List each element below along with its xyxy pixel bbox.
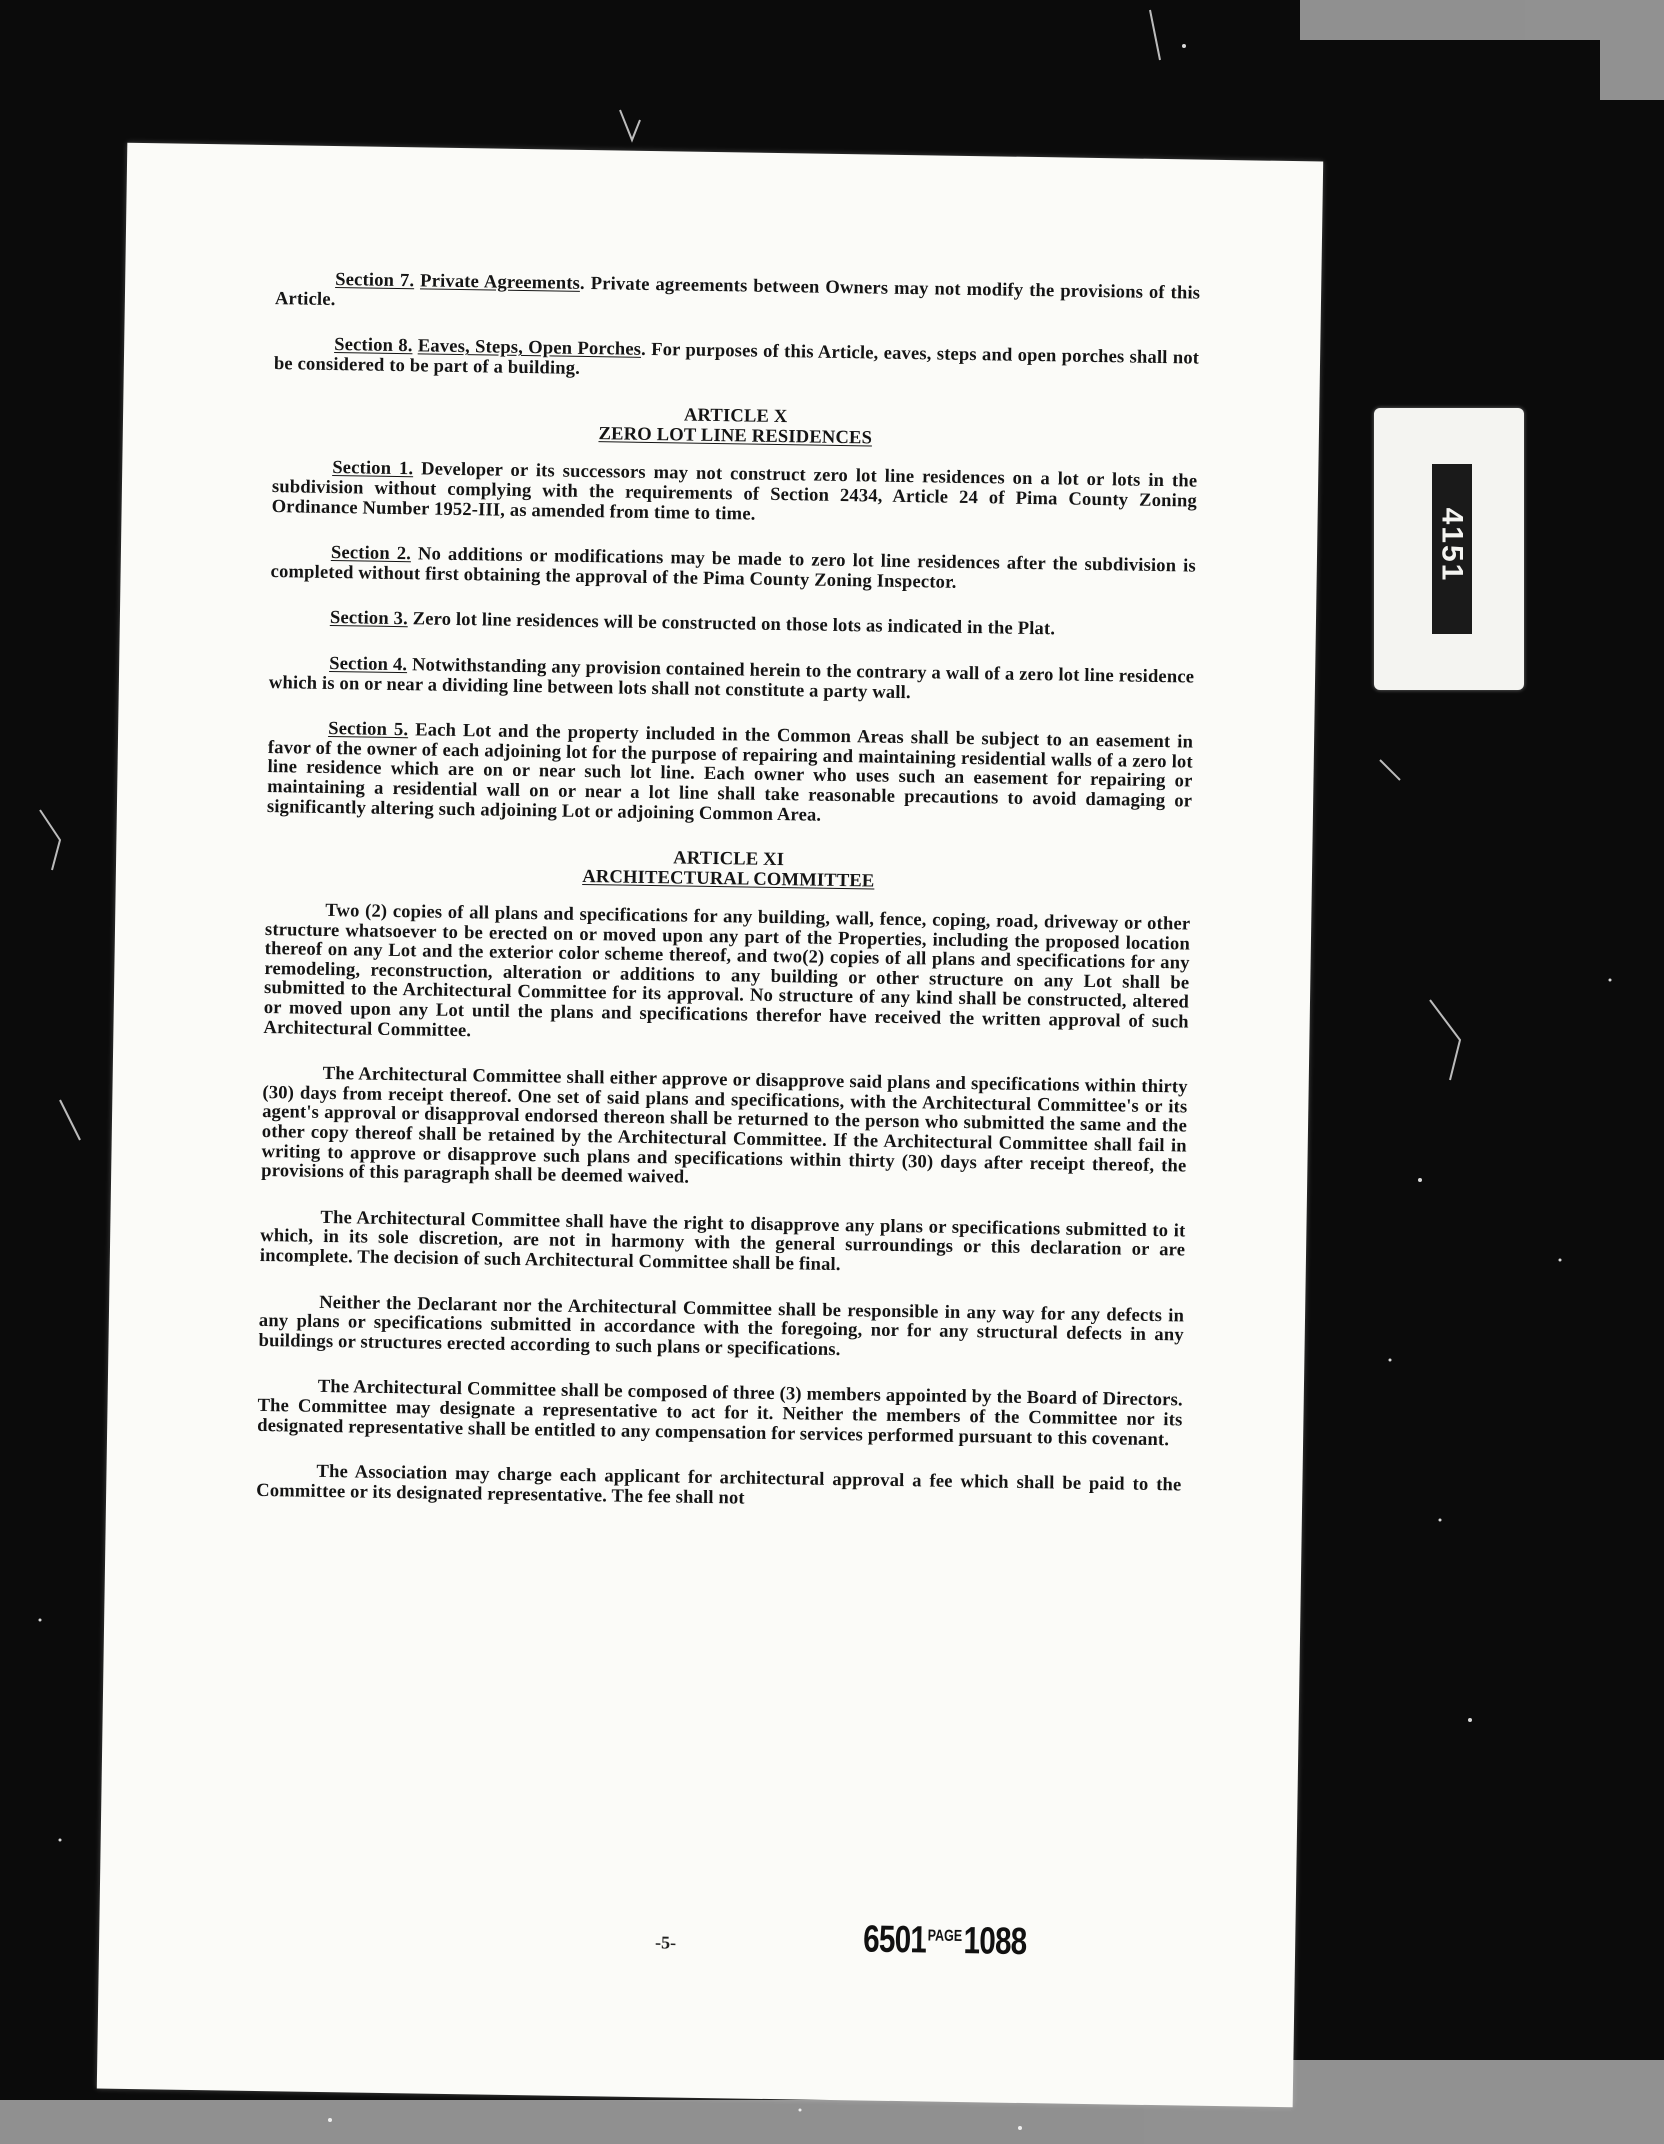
- section-text: Zero lot line residences will be constructed on those lots as indicated in the Plat.: [407, 608, 1056, 640]
- section-text: Developer or its successors may not construct zero lot line residences on a lot or lots in the subdivision without complying with the requirements of Section 2434, Article 24 of Pima County Zoning Ordinance Number 1952-III, as amended from time to time.: [271, 458, 1198, 525]
- section-8-title: Eaves, Steps, Open Porches: [417, 335, 642, 361]
- section-7-paragraph: [275, 269, 1201, 323]
- article-xi-paragraph-1: Two (2) copies of all plans and specifications for any building, wall, fence, coping, road, driveway or other structure whatsoever to be erected on or moved upon any part of the Properties, including the proposed location thereof on any Lot and the exterior color scheme thereof, and two(2) copies of all plans and specifications for any remodeling, reconstruction, alteration or additions to any building or other structure on any Lot shall be submitted to the Architectural Committee for its approval. No structure of any kind shall be constructed, altered or moved upon any Lot until the plans and specifications therefor have received the written approval of such Architectural Committee.: [263, 900, 1191, 1041]
- article-x-section-3: [270, 607, 1195, 641]
- docket-number: 6501: [862, 1918, 927, 1962]
- section-7-text: . Private agreements between Owners may not modify the provisions of this Article.: [274, 272, 1201, 310]
- section-text: Notwithstanding any provision contained herein to the contrary a wall of a zero lot line residence which is on or near a dividing line between lots shall not constitute a party wall.: [268, 654, 1195, 703]
- section-text: No additions or modifications may be made to zero lot line residences after the subdivision is completed without first obtaining the approval of the Pima County Zoning Inspector.: [270, 543, 1197, 593]
- section-8-paragraph: [274, 334, 1200, 388]
- article-x-section-1: [272, 457, 1198, 530]
- article-xi-paragraph-2: The Architectural Committee shall either approve or disapprove said plans and specifications within thirty (30) days from receipt thereof. One set of said plans and specifications, with the Architectural Committee's or its agent's approval or disapproval endorsed thereon shall be returned to the person who submitted the same and the other copy thereof shall be retained by the Architectural Committee. If the Architectural Committee shall fail in writing to approve or disapprove such plans and specifications within thirty (30) days after receipt thereof, the provisions of this paragraph shall be deemed waived.: [261, 1063, 1188, 1188]
- barcode-sticker: [1374, 408, 1524, 690]
- article-x-subtitle: ZERO LOT LINE RESIDENCES: [598, 423, 873, 449]
- article-x-section-2: [270, 542, 1196, 596]
- article-xi-paragraph-5: The Architectural Committee shall be composed of three (3) members appointed by the Board of Directors. The Committee may designate a representative to act for it. Neither the members of the Committee nor its designated representative shall be entitled to any compensation for services performed pursuant to this covenant.: [257, 1376, 1183, 1450]
- article-xi-paragraph-4: Neither the Declarant nor the Architectural Committee shall be responsible in any way for any defects in any plans or specifications submitted in accordance with the foregoing, nor for any structural defects in any buildings or structures erected according to such plans or specifications.: [258, 1291, 1185, 1360]
- document-text: [256, 269, 1201, 1541]
- article-xi-paragraph-6: The Association may charge each applicant for architectural approval a fee which shall be paid to the Committee or its designated representative. The fee shall not: [256, 1461, 1182, 1509]
- section-text: Each Lot and the property included in the Common Areas shall be subject to an easement in favor of the owner of each adjoining lot for the purpose of repairing and maintaining residential walls of a zero lot line residence which are on or near such lot line. Each owner who uses such an easement for repairing or maintaining a residential wall on or near a lot line shall take reasonable precautions to avoid damaging or significantly altering such adjoining Lot or adjoining Common Area.: [266, 719, 1194, 826]
- article-xi-title: ARTICLE XI: [673, 847, 785, 871]
- sticker-code: 4151: [1435, 507, 1469, 583]
- article-x-heading: [273, 399, 1199, 454]
- section-7-heading: Section 7.: [335, 269, 415, 292]
- article-xi-paragraph-3: The Architectural Committee shall have the right to disapprove any plans or specifications submitted to it which, in its sole discretion, are not in harmony with the general surroundings or this declaration or are incomplete. The decision of such Architectural Committee shall be final.: [259, 1206, 1186, 1276]
- article-x-title: ARTICLE X: [683, 404, 788, 428]
- section-heading: Section 3.: [329, 607, 409, 630]
- article-xi-heading: [266, 842, 1192, 897]
- article-x-section-4: [269, 653, 1195, 707]
- record-page-number: 1088: [963, 1920, 1027, 1964]
- article-x-section-5: [267, 718, 1193, 830]
- page-mark: PAGE: [927, 1927, 963, 1946]
- section-8-heading: Section 8.: [334, 334, 413, 357]
- section-7-title: Private Agreements: [419, 270, 581, 294]
- article-xi-subtitle: ARCHITECTURAL COMMITTEE: [582, 866, 875, 892]
- page-number: -5-: [654, 1932, 677, 1953]
- section-heading: Section 4.: [329, 652, 408, 676]
- recording-number: [863, 1919, 1027, 1965]
- section-heading: Section 1.: [332, 457, 414, 480]
- section-8-text: . For purposes of this Article, eaves, steps and open porches shall not be considered to be part of a building.: [273, 339, 1200, 379]
- section-heading: Section 2.: [330, 542, 412, 565]
- document-page: [97, 143, 1323, 2108]
- section-heading: Section 5.: [328, 718, 409, 741]
